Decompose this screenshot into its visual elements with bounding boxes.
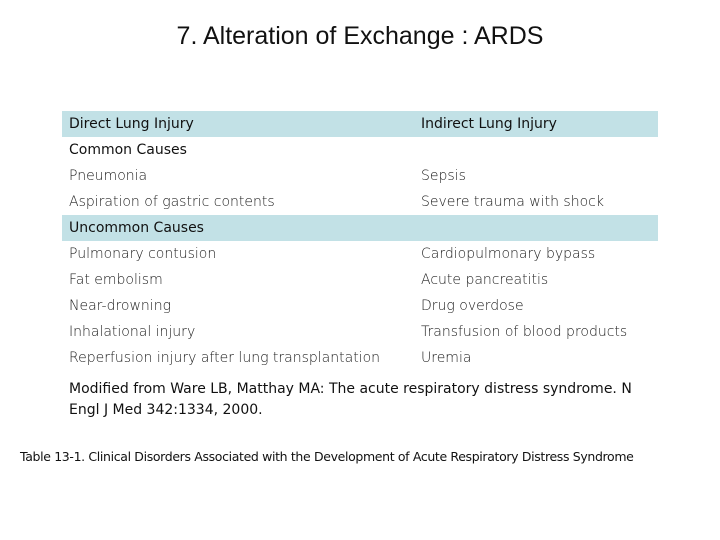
- indirect-cause: Drug overdose: [421, 298, 524, 314]
- direct-cause: Fat embolism: [69, 272, 163, 288]
- direct-cause: Inhalational injury: [69, 324, 196, 340]
- section-label-row: [62, 137, 658, 163]
- direct-cause: Near-drowning: [69, 298, 171, 314]
- ards-causes-table: [62, 111, 658, 371]
- table-row: [62, 241, 658, 267]
- section-label-uncommon: Uncommon Causes: [69, 220, 204, 236]
- table-header-row: [62, 111, 658, 137]
- direct-cause: Pulmonary contusion: [69, 246, 217, 262]
- indirect-cause: Cardiopulmonary bypass: [421, 246, 596, 262]
- table-row: [62, 293, 658, 319]
- table-row: [62, 189, 658, 215]
- indirect-cause: Transfusion of blood products: [421, 324, 628, 340]
- section-label-row: [62, 215, 658, 241]
- table-row: [62, 345, 658, 371]
- slide-title: 7. Alteration of Exchange : ARDS: [176, 22, 544, 50]
- table-row: [62, 267, 658, 293]
- header-indirect-lung-injury: Indirect Lung Injury: [421, 116, 557, 132]
- direct-cause: Aspiration of gastric contents: [69, 194, 275, 210]
- table-caption: Table 13-1. Clinical Disorders Associated with the Development of Acute Respiratory Distress Syndrome: [20, 449, 634, 464]
- section-label-common: Common Causes: [69, 142, 187, 158]
- direct-cause: Pneumonia: [69, 168, 148, 184]
- header-direct-lung-injury: Direct Lung Injury: [69, 116, 194, 132]
- direct-cause: Reperfusion injury after lung transplantation: [69, 350, 381, 366]
- table-footnote: Modified from Ware LB, Matthay MA: The acute respiratory distress syndrome. N Engl J Med 342:1334, 2000.: [69, 381, 632, 418]
- indirect-cause: Acute pancreatitis: [421, 272, 549, 288]
- table-row: [62, 319, 658, 345]
- indirect-cause: Uremia: [421, 350, 472, 366]
- table-row: [62, 163, 658, 189]
- indirect-cause: Sepsis: [421, 168, 466, 184]
- indirect-cause: Severe trauma with shock: [421, 194, 604, 210]
